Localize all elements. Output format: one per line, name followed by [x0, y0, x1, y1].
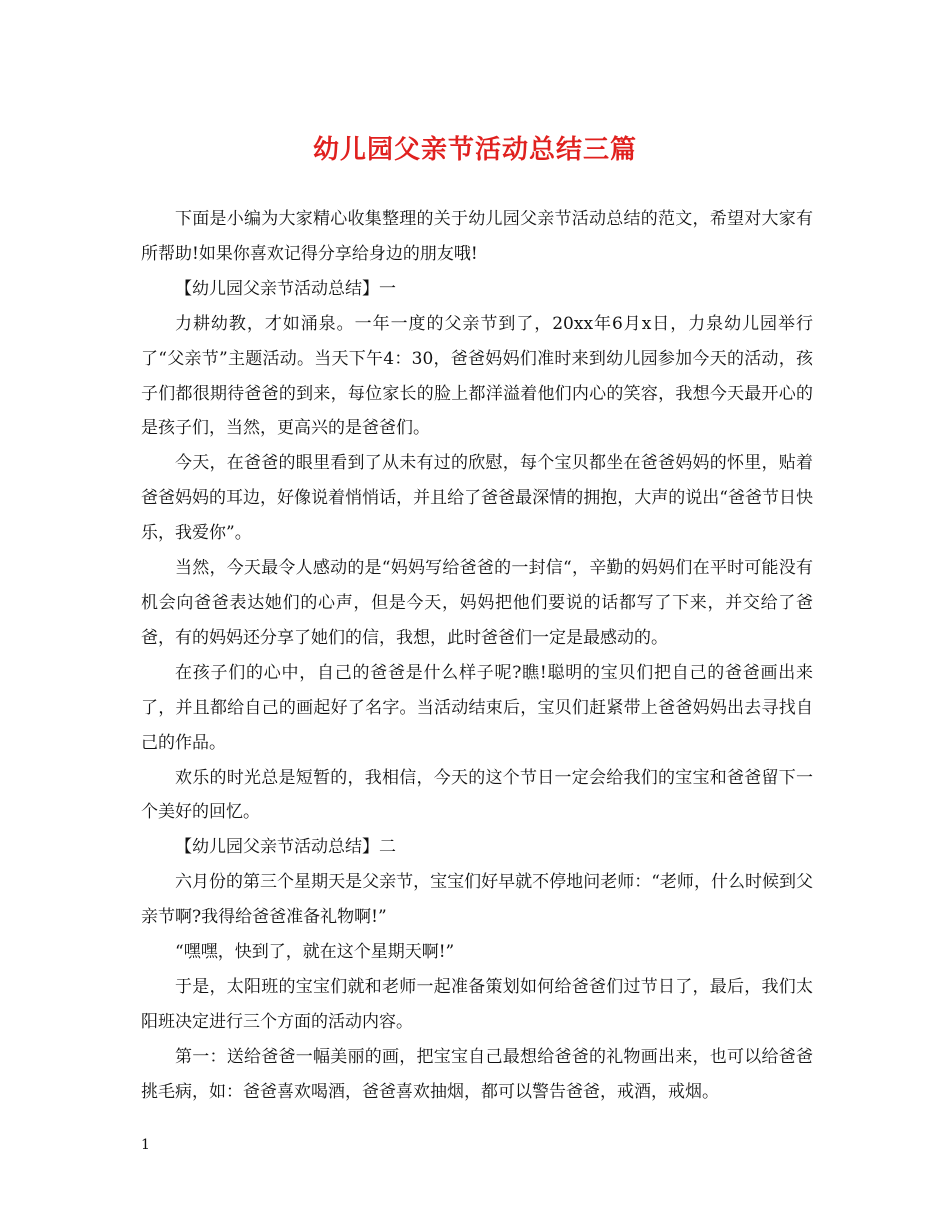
paragraph: 六月份的第三个星期天是父亲节，宝宝们好早就不停地问老师：“老师，什么时候到父亲节啊?我得给爸爸准备礼物啊!” [141, 872, 813, 928]
section-heading-1: 【幼儿园父亲节活动总结】一 [175, 278, 396, 299]
paragraph: 当然，今天最令人感动的是“妈妈写给爸爸的一封信“，辛勤的妈妈们在平时可能没有机会向爸爸表达她们的心声，但是今天，妈妈把他们要说的话都写了下来，并交给了爸爸，有的妈妈还分享了她们的信，我想，此时爸爸们一定是最感动的。 [141, 558, 813, 648]
paragraph: 在孩子们的心中，自己的爸爸是什么样子呢?瞧!聪明的宝贝们把自己的爸爸画出来了，并且都给自己的画起好了名字。当活动结束后，宝贝们赶紧带上爸爸妈妈出去寻找自己的作品。 [141, 662, 813, 753]
paragraph: 今天，在爸爸的眼里看到了从未有过的欣慰，每个宝贝都坐在爸爸妈妈的怀里，贴着爸爸妈妈的耳边，好像说着悄悄话，并且给了爸爸最深情的拥抱，大声的说出“爸爸节日快乐，我爱你”。 [141, 453, 813, 544]
section-heading-2: 【幼儿园父亲节活动总结】二 [175, 837, 396, 858]
paragraph: 力耕幼教，才如涌泉。一年一度的父亲节到了，20xx年6月x日，力泉幼儿园举行了“父亲节”主题活动。当天下午4：30，爸爸妈妈们准时来到幼儿园参加今天的活动，孩子们都很期待爸爸的到来，每位家长的脸上都洋溢着他们内心的笑容，我想今天最开心的是孩子们，当然，更高兴的是爸爸们。 [141, 313, 813, 439]
paragraph: 于是，太阳班的宝宝们就和老师一起准备策划如何给爸爸们过节日了，最后，我们太阳班决定进行三个方面的活动内容。 [141, 976, 813, 1032]
page-number: 1 [141, 1137, 150, 1153]
document-body [141, 202, 813, 1110]
paragraph-intro: 下面是小编为大家精心收集整理的关于幼儿园父亲节活动总结的范文，希望对大家有所帮助!如果你喜欢记得分享给身边的朋友哦! [141, 209, 813, 264]
paragraph: 欢乐的时光总是短暂的，我相信，今天的这个节日一定会给我们的宝宝和爸爸留下一个美好的回忆。 [141, 767, 813, 823]
paragraph: “嘿嘿，快到了，就在这个星期天啊!” [175, 942, 455, 963]
document-title: 幼儿园父亲节活动总结三篇 [312, 135, 637, 165]
paragraph: 第一：送给爸爸一幅美丽的画，把宝宝自己最想给爸爸的礼物画出来，也可以给爸爸挑毛病，如：爸爸喜欢喝酒，爸爸喜欢抽烟，都可以警告爸爸，戒酒，戒烟。 [141, 1046, 813, 1102]
